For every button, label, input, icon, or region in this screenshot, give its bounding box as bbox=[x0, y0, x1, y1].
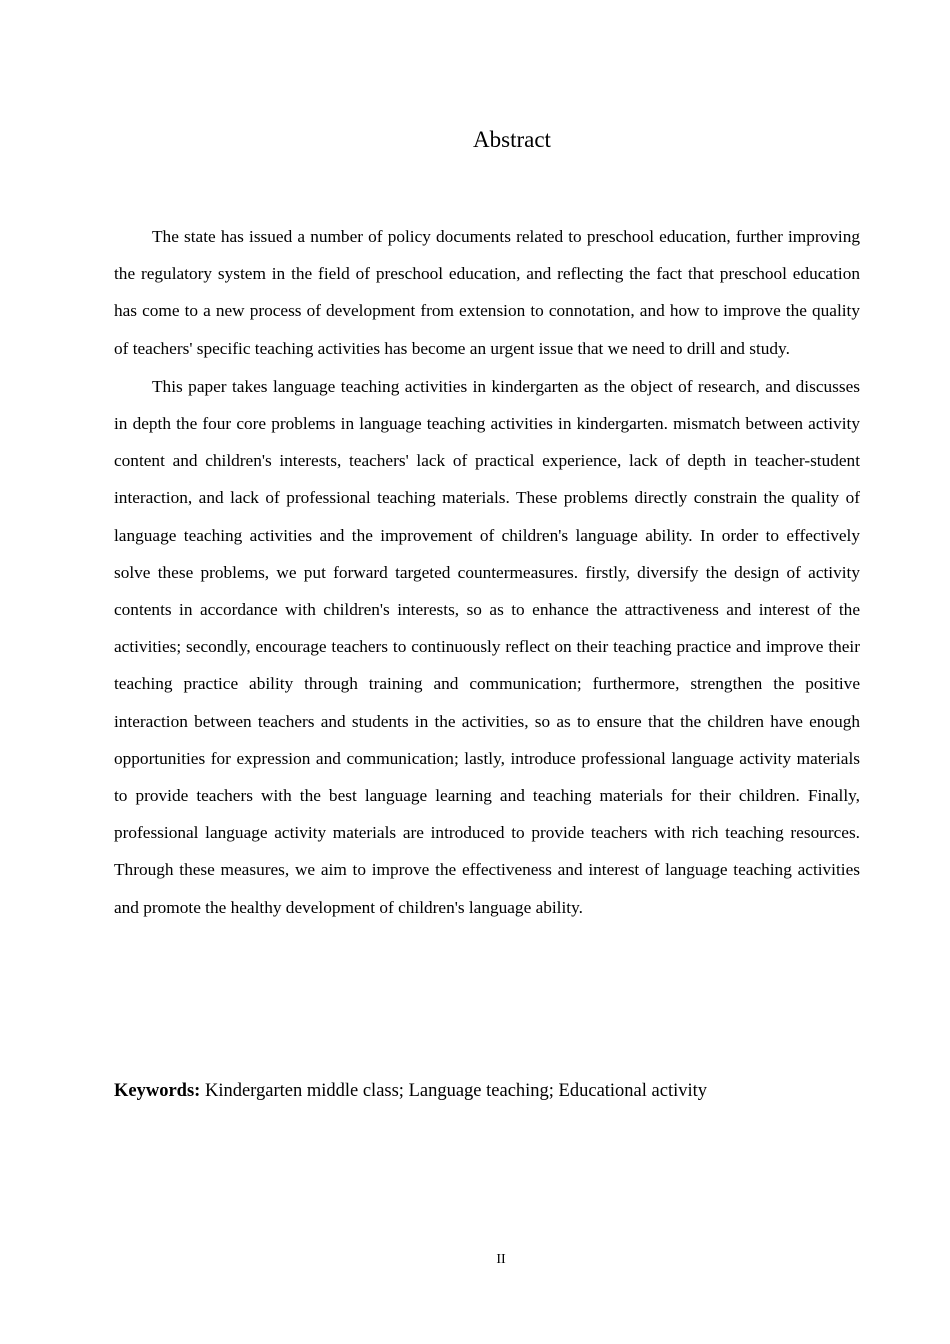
keywords-line bbox=[114, 1075, 860, 1107]
abstract-title: Abstract bbox=[473, 127, 551, 152]
keywords-label: Keywords: bbox=[114, 1081, 201, 1101]
page-number: II bbox=[496, 1252, 506, 1267]
abstract-paragraph-2: This paper takes language teaching activities in kindergarten as the object of research, and discusses in depth the four core problems in language teaching activities in kindergarten. mismatch between activity content and children's interests, teachers' lack of practical experience, lack of depth in teacher-student interaction, and lack of professional teaching materials. These problems directly constrain the quality of language teaching activities and the improvement of children's language ability. In order to effectively solve these problems, we put forward targeted countermeasures. firstly, diversify the design of activity contents in accordance with children's interests, so as to enhance the attractiveness and interest of the activities; secondly, encourage teachers to continuously reflect on their teaching practice and improve their teaching practice ability through training and communication; furthermore, strengthen the positive interaction between teachers and students in the activities, so as to ensure that the children have enough opportunities for expression and communication; lastly, introduce professional language activity materials to provide teachers with the best language learning and teaching materials for their children. Finally, professional language activity materials are introduced to provide teachers with rich teaching resources. Through these measures, we aim to improve the effectiveness and interest of language teaching activities and promote the healthy development of children's language ability. bbox=[114, 376, 860, 917]
abstract-paragraph-1: The state has issued a number of policy documents related to preschool education, further improving the regulatory system in the field of preschool education, and reflecting the fact that preschool education has come to a new process of development from extension to connotation, and how to improve the quality of teachers' specific teaching activities has become an urgent issue that we need to drill and study. bbox=[114, 227, 860, 358]
keywords-text: Kindergarten middle class; Language teaching; Educational activity bbox=[204, 1081, 708, 1101]
abstract-body bbox=[114, 218, 860, 927]
